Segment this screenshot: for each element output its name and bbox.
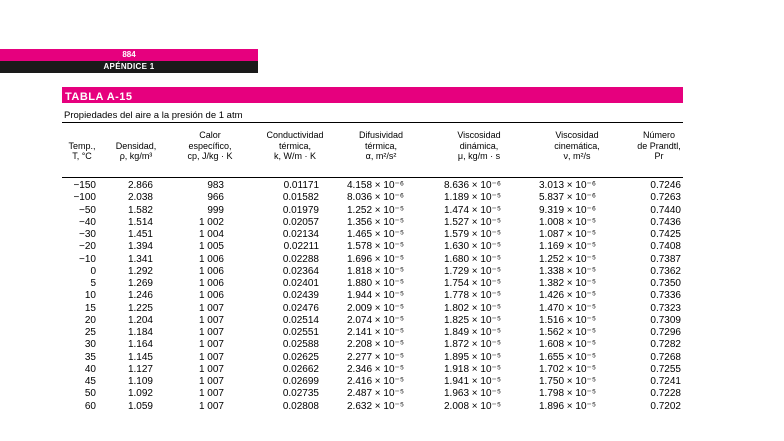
column-header-line: ρ, kg/m³ — [119, 151, 153, 161]
table-cell: 5.837 × 10⁻⁶ — [539, 192, 596, 204]
table-cell: 1.750 × 10⁻⁵ — [539, 376, 596, 387]
column-header — [537, 130, 617, 162]
table-cell: 1 007 — [198, 302, 224, 314]
table-cell: 0.7436 — [650, 216, 681, 228]
table-cell: 2.866 — [127, 180, 153, 191]
column-header — [441, 130, 517, 162]
table-cell: 0.02699 — [282, 376, 319, 387]
column-header-line: Densidad, — [115, 140, 157, 151]
table-cell: 1.941 × 10⁻⁵ — [444, 376, 501, 387]
table-label-bar — [62, 87, 683, 103]
table-cell: 30 — [84, 339, 96, 351]
table-cell: 0.02808 — [282, 400, 319, 412]
table-cell: 0.02134 — [282, 229, 319, 240]
table-cell: 1 007 — [198, 363, 224, 375]
column-header-line: térmica, — [278, 140, 311, 151]
table-row — [0, 241, 784, 253]
section-title: APÉNDICE 1 — [0, 61, 258, 73]
table-cell: 2.141 × 10⁻⁵ — [347, 327, 404, 338]
table-cell: 2.416 × 10⁻⁵ — [347, 376, 404, 387]
table-cell: 0.7408 — [650, 241, 681, 253]
table-cell: 1.963 × 10⁻⁵ — [444, 388, 501, 400]
table-cell: 1 006 — [198, 265, 224, 277]
column-header — [106, 141, 166, 162]
table-cell: 1.582 — [127, 204, 153, 216]
table-cell: 1.341 — [127, 253, 153, 265]
table-cell: 0.7336 — [650, 290, 681, 302]
table-row — [0, 339, 784, 351]
table-cell: 1.696 × 10⁻⁵ — [347, 253, 404, 265]
table-cell: 0.7296 — [650, 327, 681, 338]
table-cell: 1 004 — [198, 229, 224, 240]
table-row — [0, 266, 784, 278]
table-cell: 1.225 — [127, 302, 153, 314]
table-row — [0, 352, 784, 364]
column-header-line: cinemática, — [554, 140, 600, 151]
table-cell: 1.880 × 10⁻⁵ — [347, 278, 404, 289]
table-row — [0, 327, 784, 339]
table-cell: 9.319 × 10⁻⁶ — [539, 204, 596, 216]
page-number: 884 — [0, 49, 258, 61]
column-header-line: α, m²/s² — [365, 151, 397, 161]
column-header-line: de Prandtl, — [637, 140, 681, 151]
table-cell: 1.872 × 10⁻⁵ — [444, 339, 501, 351]
table-row — [0, 364, 784, 376]
column-header — [60, 141, 104, 162]
table-cell: 1.895 × 10⁻⁵ — [444, 351, 501, 363]
table-cell: 966 — [207, 192, 224, 204]
table-cell: 0.02364 — [282, 265, 319, 277]
table-cell: 2.008 × 10⁻⁵ — [444, 400, 501, 412]
table-cell: 1.356 × 10⁻⁵ — [347, 216, 404, 228]
table-cell: 0.7350 — [650, 278, 681, 289]
table-cell: 1 006 — [198, 290, 224, 302]
table-cell: 0.01171 — [283, 180, 319, 191]
table-cell: 999 — [207, 204, 224, 216]
table-cell: 0.7228 — [650, 388, 681, 400]
table-cell: −20 — [79, 241, 96, 253]
table-cell: 1.252 × 10⁻⁵ — [347, 204, 404, 216]
table-cell: 1 007 — [198, 327, 224, 338]
table-cell: 0.7268 — [650, 351, 681, 363]
table-cell: 0.7387 — [650, 253, 681, 265]
table-cell: 1.204 — [127, 314, 153, 326]
table-row — [0, 388, 784, 400]
table-cell: 1.802 × 10⁻⁵ — [444, 302, 501, 314]
table-cell: 0.02439 — [282, 290, 319, 302]
table-cell: 0.02401 — [282, 278, 319, 289]
table-cell: 2.074 × 10⁻⁵ — [347, 314, 404, 326]
column-header-line: Conductividad — [266, 130, 324, 140]
table-cell: 0.7425 — [650, 229, 681, 240]
table-cell: 0.02735 — [282, 388, 319, 400]
table-cell: 20 — [84, 314, 96, 326]
table-cell: 0.7263 — [650, 192, 681, 204]
table-cell: 0.7241 — [650, 376, 681, 387]
table-cell: 1.849 × 10⁻⁵ — [444, 327, 501, 338]
table-row — [0, 401, 784, 413]
table-cell: 0.02057 — [282, 216, 319, 228]
table-cell: 1 006 — [198, 253, 224, 265]
header-rule — [62, 177, 683, 178]
table-cell: 1.059 — [127, 400, 153, 412]
table-cell: 983 — [207, 180, 224, 191]
table-cell: 0.02211 — [283, 241, 319, 253]
table-cell: 1.465 × 10⁻⁵ — [347, 229, 404, 240]
column-header-line: Temp., — [68, 140, 96, 151]
table-cell: 1 007 — [198, 339, 224, 351]
table-row — [0, 376, 784, 388]
table-cell: 2.346 × 10⁻⁵ — [347, 363, 404, 375]
table-row — [0, 205, 784, 217]
table-row — [0, 192, 784, 204]
table-cell: 1.470 × 10⁻⁵ — [539, 302, 596, 314]
table-cell: −10 — [79, 253, 96, 265]
table-cell: 0.7202 — [650, 400, 681, 412]
table-cell: 1 007 — [198, 400, 224, 412]
table-cell: 1.087 × 10⁻⁵ — [539, 229, 596, 240]
table-cell: 0.02625 — [282, 351, 319, 363]
table-cell: −150 — [73, 180, 96, 191]
table-cell: 0.01979 — [282, 204, 319, 216]
table-cell: 1.451 — [127, 229, 153, 240]
table-cell: 2.277 × 10⁻⁵ — [347, 351, 404, 363]
table-cell: 2.208 × 10⁻⁵ — [347, 339, 404, 351]
table-cell: 0.7323 — [650, 302, 681, 314]
table-cell: 1.630 × 10⁻⁵ — [444, 241, 501, 253]
column-header-line: Difusividad — [358, 130, 404, 140]
table-cell: 1.729 × 10⁻⁵ — [444, 265, 501, 277]
table-cell: 4.158 × 10⁻⁶ — [347, 180, 404, 191]
table-cell: 1 002 — [198, 216, 224, 228]
table-cell: 35 — [84, 351, 96, 363]
table-cell: 1.680 × 10⁻⁵ — [444, 253, 501, 265]
table-cell: 1.527 × 10⁻⁵ — [444, 216, 501, 228]
table-cell: 2.487 × 10⁻⁵ — [347, 388, 404, 400]
table-cell: 1.918 × 10⁻⁵ — [444, 363, 501, 375]
table-cell: 0.7282 — [650, 339, 681, 351]
table-row — [0, 315, 784, 327]
column-header — [175, 130, 245, 162]
table-cell: 0.7362 — [650, 265, 681, 277]
table-cell: 1.145 — [127, 351, 153, 363]
column-header-line: Viscosidad — [457, 130, 501, 140]
column-header-line: ν, m²/s — [563, 151, 591, 161]
table-cell: 0.7246 — [650, 180, 681, 191]
table-cell: 1.008 × 10⁻⁵ — [539, 216, 596, 228]
table-cell: 1 007 — [198, 376, 224, 387]
table-cell: 15 — [84, 302, 96, 314]
table-cell: 1.818 × 10⁻⁵ — [347, 265, 404, 277]
column-header-line: k, W/m · K — [274, 151, 316, 161]
table-cell: 25 — [84, 327, 96, 338]
column-header-line: Pr — [654, 151, 664, 161]
table-cell: 8.036 × 10⁻⁶ — [347, 192, 404, 204]
table-cell: 1.778 × 10⁻⁵ — [444, 290, 501, 302]
table-cell: 2.009 × 10⁻⁵ — [347, 302, 404, 314]
column-header-line: térmica, — [364, 140, 397, 151]
table-cell: 5 — [90, 278, 96, 289]
table-cell: 1.184 — [127, 327, 153, 338]
table-cell: 1.798 × 10⁻⁵ — [539, 388, 596, 400]
column-header — [254, 130, 336, 162]
table-cell: 1 005 — [198, 241, 224, 253]
table-cell: 45 — [84, 376, 96, 387]
table-cell: 0.02514 — [282, 314, 319, 326]
table-cell: −30 — [79, 229, 96, 240]
table-cell: 1.608 × 10⁻⁵ — [539, 339, 596, 351]
table-cell: 1.169 × 10⁻⁵ — [539, 241, 596, 253]
table-cell: 8.636 × 10⁻⁶ — [444, 180, 501, 191]
column-header-line: Número — [642, 130, 675, 140]
table-row — [0, 217, 784, 229]
table-cell: 1.896 × 10⁻⁵ — [539, 400, 596, 412]
table-cell: 3.013 × 10⁻⁶ — [539, 180, 596, 191]
table-cell: 1.127 — [127, 363, 153, 375]
table-row — [0, 229, 784, 241]
table-row — [0, 290, 784, 302]
column-header-line: dinámica, — [459, 140, 499, 151]
table-cell: 1 007 — [198, 351, 224, 363]
table-cell: 10 — [84, 290, 96, 302]
table-cell: 1.092 — [127, 388, 153, 400]
column-header — [629, 130, 689, 162]
table-cell: −40 — [79, 216, 96, 228]
table-cell: 1.578 × 10⁻⁵ — [347, 241, 404, 253]
table-cell: 1.514 — [127, 216, 153, 228]
table-cell: 1.189 × 10⁻⁵ — [444, 192, 501, 204]
table-cell: −50 — [79, 204, 96, 216]
table-cell: 1.474 × 10⁻⁵ — [444, 204, 501, 216]
table-cell: 40 — [84, 363, 96, 375]
table-cell: 0.7255 — [650, 363, 681, 375]
column-header-line: cp, J/kg · K — [187, 151, 233, 161]
table-cell: 1.292 — [127, 265, 153, 277]
table-cell: 0.02551 — [282, 327, 319, 338]
table-cell: 1.109 — [127, 376, 153, 387]
table-cell: 1.825 × 10⁻⁵ — [444, 314, 501, 326]
caption-rule — [62, 122, 683, 123]
column-header — [343, 130, 419, 162]
table-cell: 1.252 × 10⁻⁵ — [539, 253, 596, 265]
table-cell: 1.394 — [127, 241, 153, 253]
table-cell: 1.338 × 10⁻⁵ — [539, 265, 596, 277]
table-cell: 1.655 × 10⁻⁵ — [539, 351, 596, 363]
table-cell: 0.02588 — [282, 339, 319, 351]
table-cell: 1 006 — [198, 278, 224, 289]
table-cell: 1.382 × 10⁻⁵ — [539, 278, 596, 289]
table-cell: 0.02288 — [282, 253, 319, 265]
table-row — [0, 278, 784, 290]
table-cell: 1 007 — [198, 388, 224, 400]
table-cell: 1.944 × 10⁻⁵ — [347, 290, 404, 302]
table-cell: 50 — [84, 388, 96, 400]
table-cell: 0.02476 — [282, 302, 319, 314]
table-caption: Propiedades del aire a la presión de 1 atm — [64, 110, 243, 121]
table-cell: 0.02662 — [282, 363, 319, 375]
table-cell: 0 — [90, 265, 96, 277]
column-header-line: T, °C — [72, 151, 92, 161]
column-header-line: Calor — [199, 130, 221, 140]
table-cell: 2.038 — [127, 192, 153, 204]
table-row — [0, 303, 784, 315]
column-header-line: específico, — [188, 140, 232, 151]
table-cell: 0.7309 — [650, 314, 681, 326]
table-cell: 0.7440 — [650, 204, 681, 216]
table-cell: −100 — [73, 192, 96, 204]
table-cell: 1.579 × 10⁻⁵ — [444, 229, 501, 240]
table-cell: 1.269 — [127, 278, 153, 289]
table-cell: 1.246 — [127, 290, 153, 302]
table-cell: 0.01582 — [282, 192, 319, 204]
column-header-line: μ, kg/m · s — [457, 151, 501, 161]
table-row — [0, 180, 784, 192]
table-cell: 2.632 × 10⁻⁵ — [347, 400, 404, 412]
table-cell: 1.426 × 10⁻⁵ — [539, 290, 596, 302]
table-row — [0, 254, 784, 266]
table-cell: 1.754 × 10⁻⁵ — [444, 278, 501, 289]
column-header-line: Viscosidad — [555, 130, 599, 140]
table-label: TABLA A-15 — [65, 91, 133, 103]
table-cell: 1 007 — [198, 314, 224, 326]
table-cell: 1.562 × 10⁻⁵ — [539, 327, 596, 338]
table-cell: 60 — [84, 400, 96, 412]
table-cell: 1.164 — [127, 339, 153, 351]
table-cell: 1.702 × 10⁻⁵ — [539, 363, 596, 375]
table-cell: 1.516 × 10⁻⁵ — [539, 314, 596, 326]
